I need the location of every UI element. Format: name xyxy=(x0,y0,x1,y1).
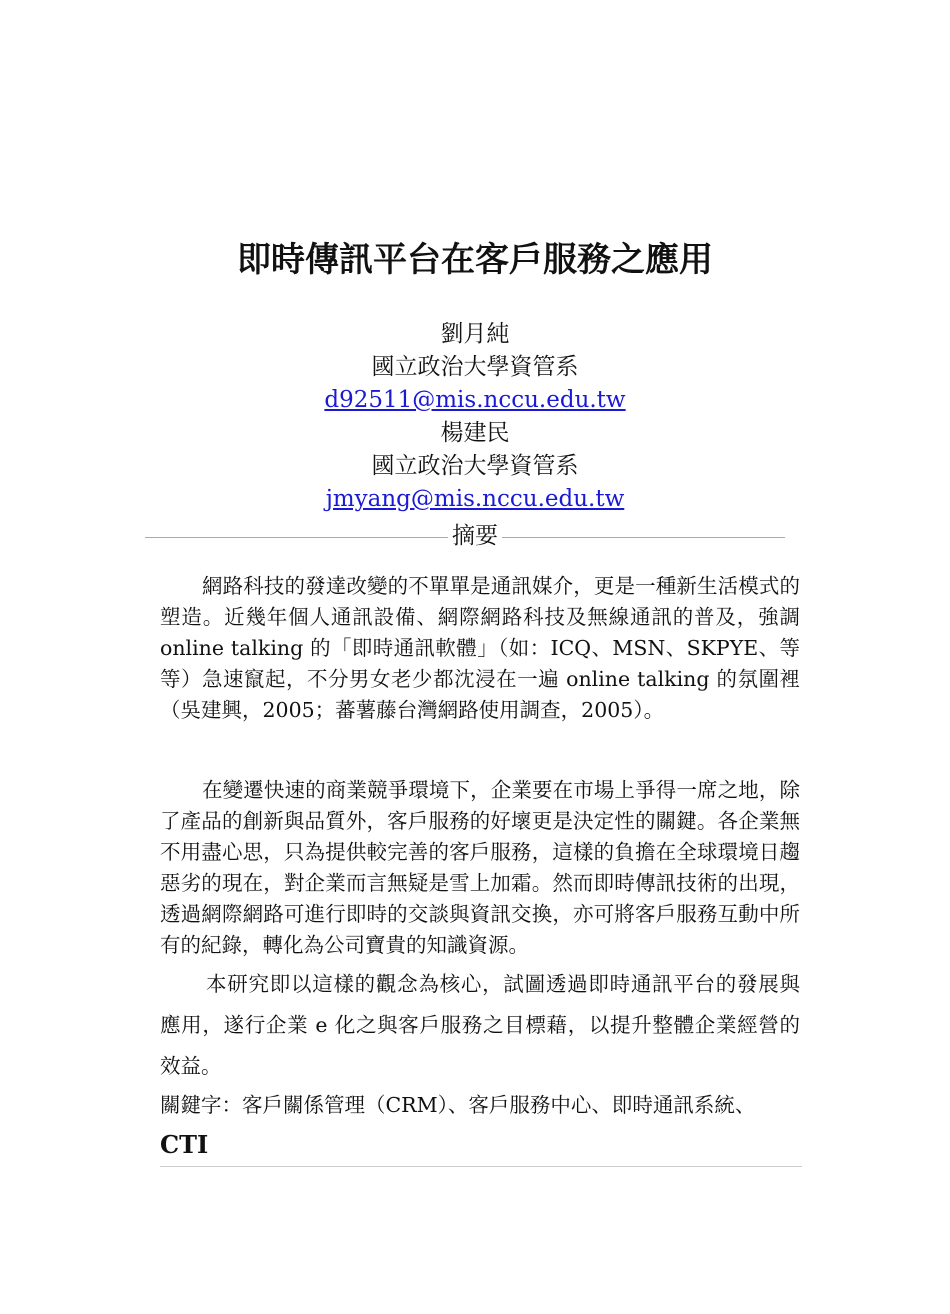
abstract-paragraph: 網路科技的發達改變的不單單是通訊媒介，更是一種新生活模式的塑造。近幾年個人通訊設備、網際網路科技及無線通訊的普及，強調 online talking 的「即時通訊軟體」（如：ICQ、MSN、SKPYE、等等）急速竄起，不分男女老少都沈浸在一遍 online talking 的氛圍裡（吳建興，2005；蕃薯藤台灣網路使用調查，2005）。 xyxy=(160,574,800,722)
keywords-block xyxy=(160,1090,800,1160)
author-name: 劉月純 xyxy=(440,321,510,347)
keywords-text: 關鍵字：客戶關係管理（CRM）、客戶服務中心、即時通訊系統、 xyxy=(160,1093,756,1117)
abstract-paragraph: 在變遷快速的商業競爭環境下，企業要在市場上爭得一席之地，除了產品的創新與品質外，客戶服務的好壞更是決定性的關鍵。各企業無不用盡心思，只為提供較完善的客戶服務，這樣的負擔在全球環境日趨惡劣的現在，對企業而言無疑是雪上加霜。然而即時傳訊技術的出現，透過網際網路可進行即時的交談與資訊交換，亦可將客戶服務互動中所有的紀錄，轉化為公司寶貴的知識資源。 xyxy=(160,778,800,957)
author-name: 楊建民 xyxy=(440,420,510,446)
author-email-link[interactable]: d92511@mis.nccu.edu.tw xyxy=(324,387,626,413)
abstract-heading-label: 摘要 xyxy=(448,523,502,549)
abstract-paragraph: 本研究即以這樣的觀念為核心，試圖透過即時通訊平台的發展與應用，遂行企業 e 化之與客戶服務之目標藉，以提升整體企業經營的效益。 xyxy=(160,972,800,1078)
author-affiliation: 國立政治大學資管系 xyxy=(371,453,579,479)
author-email-link[interactable]: jmyang@mis.nccu.edu.tw xyxy=(325,486,625,512)
section-divider xyxy=(160,1166,802,1167)
author-affiliation: 國立政治大學資管系 xyxy=(371,354,579,380)
keywords-last-term: CTI xyxy=(160,1130,209,1159)
author-block xyxy=(0,318,950,516)
author-email-line xyxy=(0,384,950,417)
author-email-line xyxy=(0,483,950,516)
paper-title: 即時傳訊平台在客戶服務之應用 xyxy=(237,240,713,280)
abstract-heading xyxy=(0,519,950,553)
